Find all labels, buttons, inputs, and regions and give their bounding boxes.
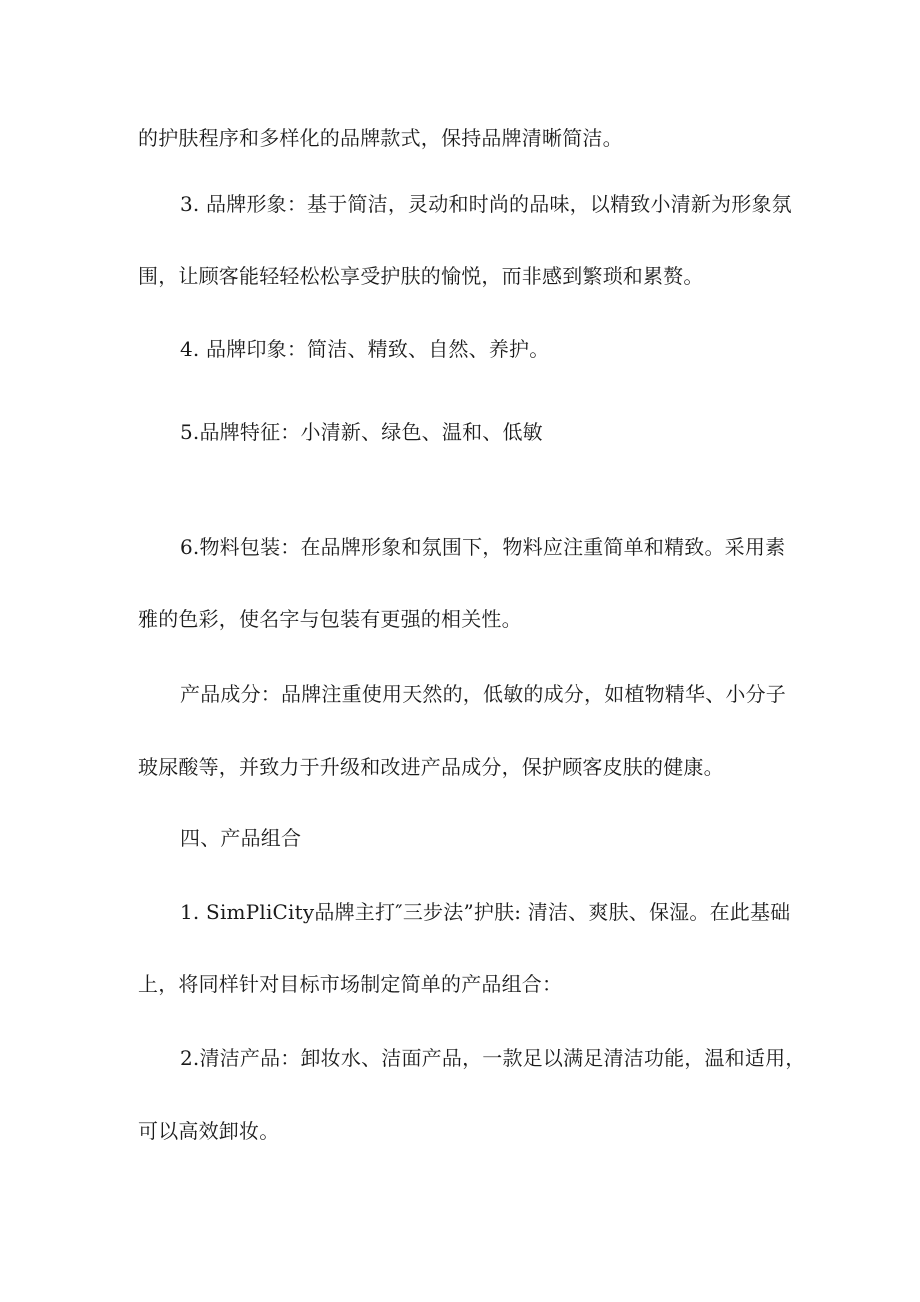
paragraph-line: 围，让顾客能轻轻松松享受护肤的愉悦，而非感到繁琐和累赘。	[138, 264, 704, 288]
paragraph-line: 6.物料包装：在品牌形象和氛围下，物料应注重简单和精致。采用素	[180, 535, 786, 559]
section-heading: 四、产品组合	[180, 826, 302, 850]
paragraph-line: 5.品牌特征：小清新、绿色、温和、低敏	[180, 420, 543, 444]
paragraph-line: 2.清洁产品：卸妆水、洁面产品，一款足以满足清洁功能，温和适用，	[180, 1046, 806, 1070]
paragraph-line: 雅的色彩，使名字与包装有更强的相关性。	[138, 607, 522, 631]
paragraph-line: 1. SimPliCity品牌主打″三步法”护肤: 清洁、爽肤、保湿。在此基础	[180, 900, 791, 924]
paragraph-line: 的护肤程序和多样化的品牌款式，保持品牌清晰简洁。	[138, 126, 623, 150]
paragraph-line: 上，将同样针对目标市场制定简单的产品组合：	[138, 972, 563, 996]
paragraph-line: 3. 品牌形象：基于简洁，灵动和时尚的品味，以精致小清新为形象氛	[180, 192, 792, 216]
paragraph-line: 玻尿酸等，并致力于升级和改进产品成分，保护顾客皮肤的健康。	[138, 755, 724, 779]
paragraph-line: 4. 品牌印象：简洁、精致、自然、养护。	[180, 337, 550, 361]
paragraph-line: 可以高效卸妆。	[138, 1119, 280, 1143]
paragraph-line: 产品成分：品牌注重使用天然的，低敏的成分，如植物精华、小分子	[180, 682, 786, 706]
